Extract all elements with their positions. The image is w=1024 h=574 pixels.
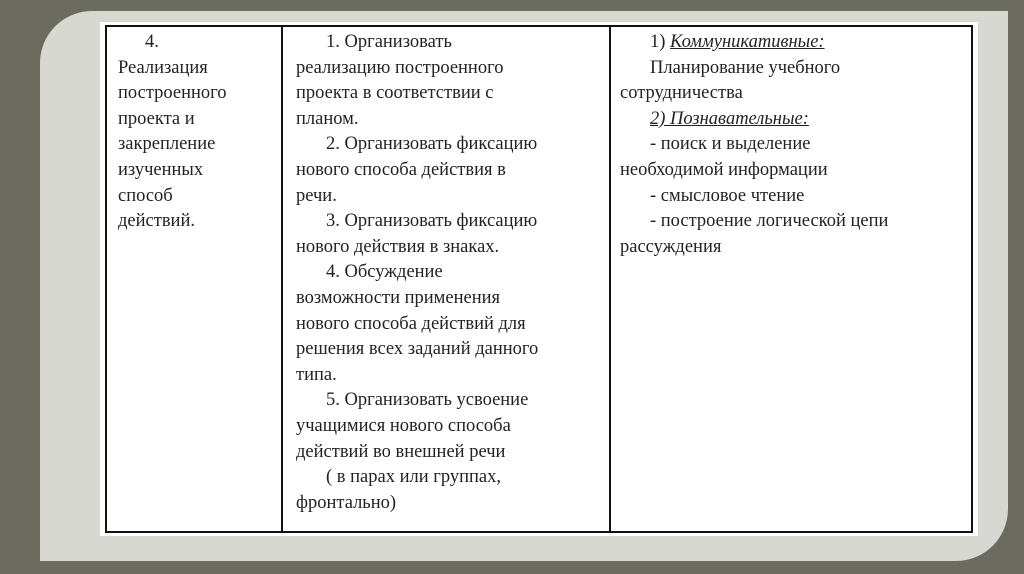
- action-line: типа.: [296, 364, 337, 385]
- table-border-right: [971, 25, 973, 533]
- heading-number: 1): [650, 32, 671, 52]
- stage-title-line: способ: [118, 185, 173, 206]
- action-line: 2. Организовать фиксацию: [326, 134, 538, 155]
- stage-number: 4.: [145, 32, 159, 52]
- action-line: 5. Организовать усвоение: [326, 390, 529, 411]
- table-border-left: [105, 25, 107, 533]
- table-divider-2: [609, 25, 611, 533]
- action-line: проекта в соответствии с: [296, 83, 494, 104]
- heading-label: Коммуникативные:: [670, 32, 825, 52]
- stage-title-line: закрепление: [118, 134, 216, 155]
- stage-cell: [118, 30, 227, 235]
- skills-heading-cognitive: 2) Познавательные:: [650, 108, 809, 129]
- skill-line: - поиск и выделение: [650, 134, 811, 155]
- teacher-actions-cell: [296, 30, 538, 516]
- action-line: действий во внешней речи: [296, 441, 506, 462]
- action-line: нового способа действий для: [296, 313, 526, 334]
- slide-frame: [40, 11, 1008, 561]
- action-line: ( в парах или группах,: [326, 467, 501, 488]
- skill-line: Планирование учебного: [650, 57, 841, 78]
- action-line: возможности применения: [296, 287, 501, 308]
- skill-line: сотрудничества: [620, 83, 743, 104]
- action-line: 3. Организовать фиксацию: [326, 211, 538, 232]
- stage-title-line: построенного: [118, 83, 227, 104]
- action-line: учащимися нового способа: [296, 415, 511, 436]
- action-line: речи.: [296, 185, 337, 206]
- skill-line: рассуждения: [620, 236, 722, 257]
- skill-line: необходимой информации: [620, 159, 828, 180]
- learning-skills-cell: [620, 30, 888, 260]
- action-line: 4. Обсуждение: [326, 262, 443, 283]
- skill-line: - построение логической цепи: [650, 211, 889, 232]
- stage-title-line: Реализация: [118, 57, 208, 78]
- table-border-bottom: [105, 531, 973, 533]
- stage-title-line: проекта и: [118, 108, 195, 129]
- action-line: фронтально): [296, 492, 397, 513]
- action-line: нового способа действия в: [296, 159, 506, 180]
- action-line: решения всех заданий данного: [296, 339, 539, 360]
- action-line: реализацию построенного: [296, 57, 504, 78]
- skill-line: - смысловое чтение: [650, 185, 805, 206]
- action-line: 1. Организовать: [326, 32, 452, 52]
- action-line: планом.: [296, 108, 359, 129]
- table-divider-1: [281, 25, 283, 533]
- skills-heading-communicative: [620, 30, 888, 56]
- action-line: нового действия в знаках.: [296, 236, 500, 257]
- stage-title-line: изученных: [118, 159, 204, 180]
- table-border-top: [105, 25, 973, 27]
- stage-title-line: действий.: [118, 211, 195, 232]
- document-page: [100, 22, 978, 536]
